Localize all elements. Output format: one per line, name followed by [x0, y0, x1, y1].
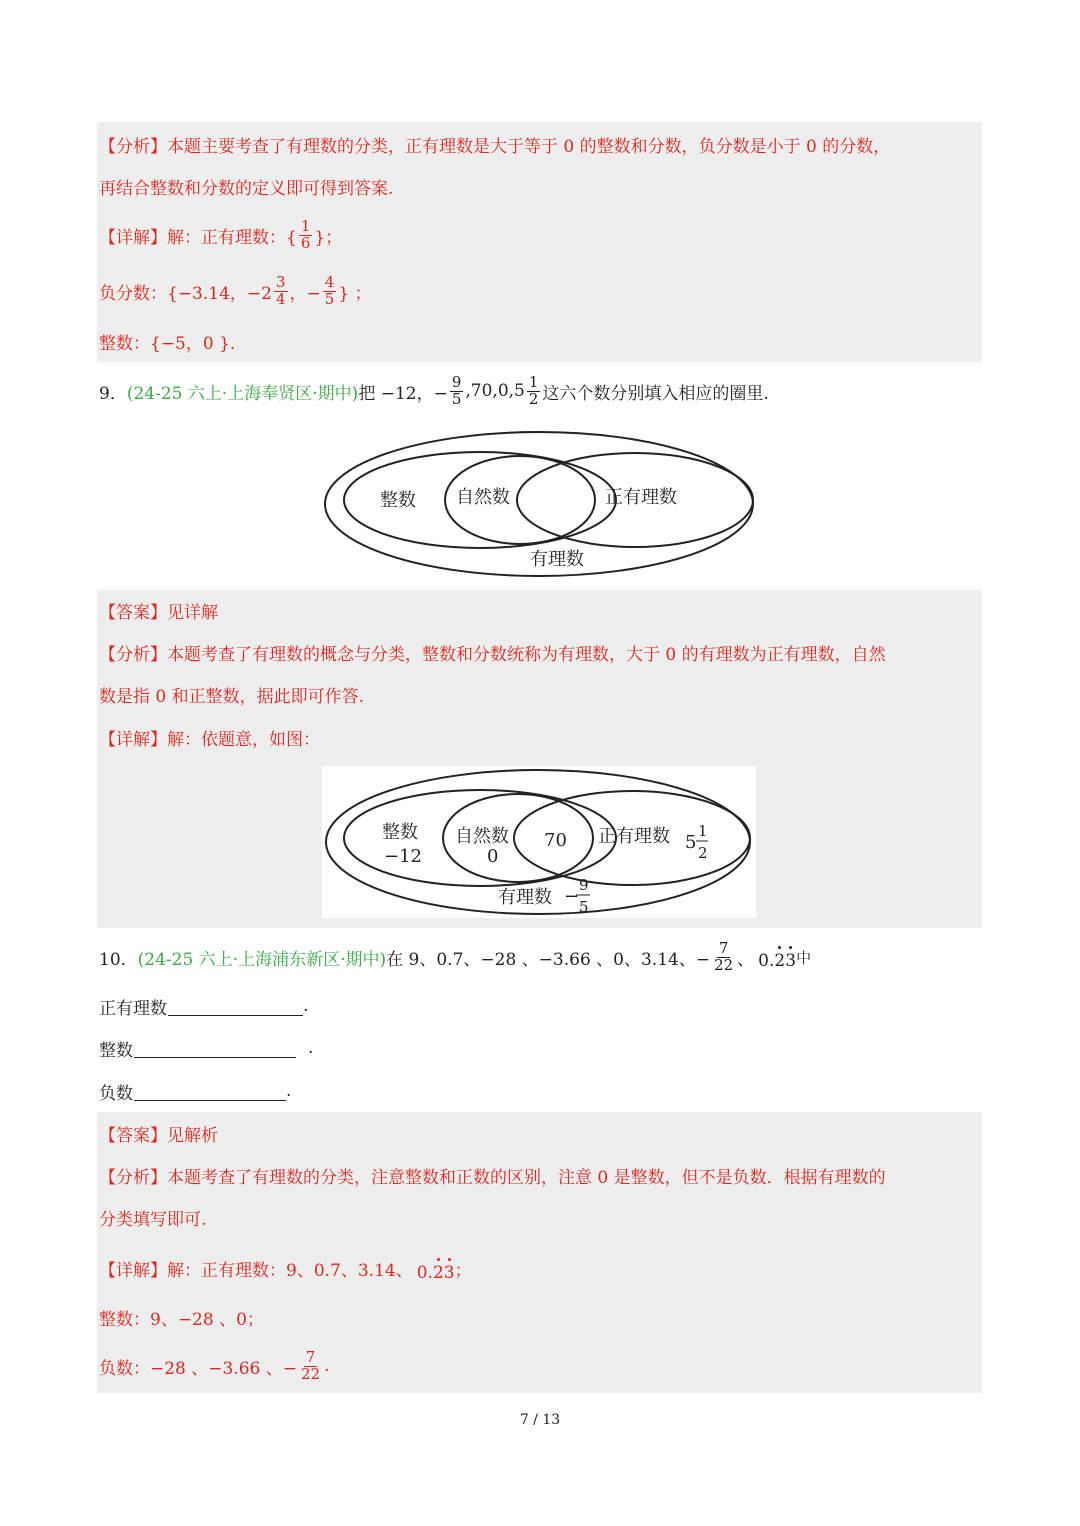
q10-rep-digit-2: 3 — [785, 951, 797, 971]
q9-analysis-line1 — [99, 638, 886, 666]
answer-naturals-value: 0 — [487, 846, 499, 867]
q8-integer-line — [99, 327, 235, 355]
q10-integer-line — [99, 1303, 264, 1331]
q10-blank2-end: . — [308, 1038, 314, 1058]
integers-label: 整数 — [380, 490, 416, 511]
q10-blank3-end: . — [286, 1081, 292, 1101]
q9-frac-num: 9 — [451, 372, 462, 391]
q10-blank-negative — [99, 1077, 291, 1105]
q8-neg-suffix: } ； — [338, 283, 372, 304]
q10-detail-label: 【详解】 — [99, 1260, 167, 1281]
q10-negative-line — [99, 1343, 330, 1389]
q9-answer-text: 见详解 — [167, 602, 218, 623]
q10-blank-positive — [99, 992, 308, 1020]
q10-frac-num: 7 — [718, 938, 729, 957]
answer-positive-label: 正有理数 — [598, 826, 670, 847]
q8-analysis-text1: 本题主要考查了有理数的分类，正有理数是大于等于 0 的整数和分数，负分数是小于 0 的分数， — [167, 136, 891, 157]
q10-blank1-label: 正有理数 — [99, 998, 167, 1019]
q9-analysis-text2: 数是指 0 和正整数，据此即可作答. — [99, 686, 365, 707]
q10-answer-text: 见解析 — [167, 1125, 218, 1146]
q10-source: (24-25 六上·上海浦东新区·期中) — [137, 949, 387, 970]
positive-label: 正有理数 — [605, 487, 677, 508]
q10-text-comma: 、 — [737, 949, 755, 970]
answer-positive-whole: 5 — [685, 832, 697, 853]
q8-detail-suffix: }； — [314, 227, 343, 248]
q9-analysis-line2 — [99, 680, 364, 708]
q8-neg-frac1-num: 3 — [275, 272, 286, 291]
q9-source: (24-25 六上·上海奉贤区·期中) — [126, 383, 359, 404]
q9-venn-diagram — [320, 428, 760, 580]
q10-neg-fraction — [299, 1347, 322, 1383]
answer-naturals-label: 自然数 — [455, 826, 509, 847]
page-number: 7 / 13 — [519, 1412, 561, 1428]
q8-detail-label: 【详解】 — [99, 227, 167, 248]
q8-detail-line — [99, 212, 342, 258]
q10-rep-base: 0. — [758, 951, 775, 971]
q10-detail-suffix: ； — [454, 1260, 472, 1281]
q9-answer-label: 【答案】 — [99, 602, 167, 623]
q8-pos-num: 1 — [300, 216, 311, 235]
q10-analysis-text1: 本题考查了有理数的分类，注意整数和正数的区别，注意 0 是整数，但不是负数．根据有理数的 — [167, 1167, 886, 1188]
q10-detail-prefix: 解：正有理数：9、0.7、3.14、 — [167, 1260, 413, 1281]
q8-analysis-line2 — [99, 172, 393, 200]
q9-number: 9． — [99, 383, 127, 404]
q9-text-after: 这六个数分别填入相应的圈里. — [542, 383, 769, 404]
q10-analysis-text2: 分类填写即可. — [99, 1209, 207, 1230]
q9-answer-venn-diagram — [322, 766, 756, 918]
q9-answer-line — [99, 596, 218, 624]
q10-text-after: 中 — [796, 948, 812, 967]
q10-detail-rep-base: 0. — [416, 1263, 433, 1283]
q10-blank3-label: 负数 — [99, 1083, 133, 1104]
q10-text-before: 在 9、0.7、−28 、−3.66 、0、3.14、− — [386, 949, 711, 970]
q8-detail-prefix: 解：正有理数：{ — [167, 227, 297, 248]
q10-neg-den: 22 — [301, 1364, 321, 1383]
q10-detail-repeating-decimal — [417, 1263, 455, 1283]
q10-blank1-end: . — [303, 996, 309, 1016]
answer-rational-sign: − — [564, 886, 580, 907]
q8-neg-prefix: 负分数：{−3.14，−2 — [99, 283, 272, 304]
q9-mixed-den: 2 — [528, 389, 539, 408]
q9-detail-label: 【详解】 — [99, 729, 167, 750]
q8-neg-mid: ，− — [289, 283, 321, 304]
q9-analysis-text1: 本题考查了有理数的概念与分类，整数和分数统称为有理数，大于 0 的有理数为正有理数，自然 — [167, 644, 886, 665]
q10-rep-digit-1: 2 — [774, 951, 786, 971]
answer-integers-label: 整数 — [382, 822, 418, 843]
q8-analysis-line1 — [99, 130, 890, 158]
q8-neg-frac2-den: 5 — [324, 289, 335, 308]
q10-answer-line — [99, 1119, 218, 1147]
answer-positive-num: 1 — [698, 822, 708, 840]
q9-detail-text: 解：依题意，如图： — [167, 729, 320, 750]
q10-neg-num: 7 — [305, 1347, 316, 1366]
q9-question-line — [99, 368, 769, 414]
q10-analysis-line1 — [99, 1161, 886, 1189]
q8-pos-den: 6 — [300, 233, 311, 252]
answer-positive-den: 2 — [698, 844, 708, 862]
q10-analysis-line2 — [99, 1203, 206, 1231]
answer-rational-num: 9 — [579, 876, 589, 894]
q10-fraction — [712, 938, 735, 974]
q9-detail-line — [99, 723, 320, 751]
q9-mixed-fraction — [527, 372, 541, 408]
answer-overlap-value: 70 — [544, 830, 567, 851]
q10-number: 10． — [99, 949, 138, 970]
answer-rational-label: 有理数 — [498, 887, 552, 908]
q10-detail-line — [99, 1250, 472, 1286]
q8-analysis-label: 【分析】 — [99, 136, 167, 157]
q10-repeating-decimal — [758, 951, 796, 971]
q8-neg-fraction-2 — [323, 272, 337, 308]
q8-int-text: 整数：{−5，0 }. — [99, 333, 236, 354]
q8-positive-fraction — [299, 216, 313, 252]
q10-blank3-input[interactable] — [134, 1082, 286, 1101]
q10-answer-label: 【答案】 — [99, 1125, 167, 1146]
q8-neg-fraction-1 — [274, 272, 288, 308]
q10-blank2-input[interactable] — [134, 1039, 296, 1058]
q8-neg-frac1-den: 4 — [275, 289, 286, 308]
q10-analysis-label: 【分析】 — [99, 1167, 167, 1188]
answer-integers-value: −12 — [384, 846, 422, 867]
q9-text-mid: ,70,0,5 — [465, 381, 525, 401]
q8-negative-line — [99, 268, 372, 314]
q10-detail-rep-digit-1: 2 — [432, 1263, 444, 1283]
q9-text-before: 把 −12，− — [358, 383, 448, 404]
q10-blank-integer — [99, 1034, 313, 1062]
q9-mixed-num: 1 — [528, 372, 539, 391]
q10-frac-den: 22 — [714, 955, 734, 974]
q10-neg-suffix: . — [324, 1356, 330, 1376]
q8-analysis-text2: 再结合整数和分数的定义即可得到答案. — [99, 178, 394, 199]
naturals-label: 自然数 — [456, 487, 510, 508]
q10-blank2-label: 整数 — [99, 1040, 133, 1061]
q10-neg-prefix: 负数：−28 、−3.66 、− — [99, 1358, 298, 1379]
answer-rational-den: 5 — [579, 898, 589, 916]
q9-frac-den: 5 — [451, 389, 462, 408]
q9-analysis-label: 【分析】 — [99, 644, 167, 665]
rational-label: 有理数 — [530, 549, 584, 570]
q10-question-line — [99, 934, 811, 980]
q8-neg-frac2-num: 4 — [324, 272, 335, 291]
q10-int-text: 整数：9、−28 、0； — [99, 1309, 264, 1330]
q10-blank1-input[interactable] — [168, 997, 303, 1016]
q9-fraction — [450, 372, 464, 408]
q10-detail-rep-digit-2: 3 — [443, 1263, 455, 1283]
